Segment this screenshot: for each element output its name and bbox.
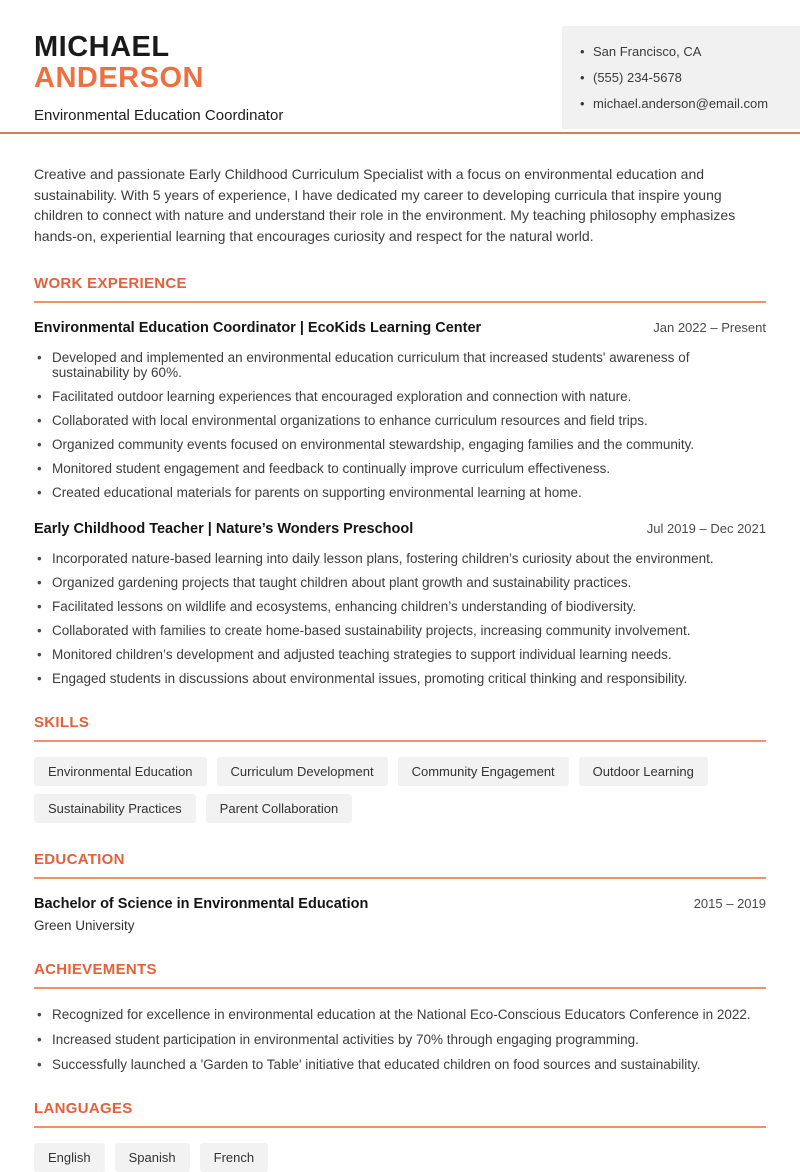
skill-chip: Environmental Education [34, 757, 207, 786]
job-bullet: • Facilitated outdoor learning experiences that encouraged exploration and connection with nature. [34, 389, 766, 404]
skill-chip: Outdoor Learning [579, 757, 708, 786]
skill-chip: Community Engagement [398, 757, 569, 786]
job-bullet: • Created educational materials for parents on supporting environmental learning at home. [34, 485, 766, 500]
language-chip: French [200, 1143, 268, 1172]
section-divider [34, 740, 766, 742]
job-bullet: • Incorporated nature-based learning into daily lesson plans, fostering children’s curiosity about the environment. [34, 551, 766, 566]
language-chip: Spanish [115, 1143, 190, 1172]
job-head [34, 521, 766, 537]
header-job-title: Environmental Education Coordinator [34, 107, 284, 125]
skills-chip-row [34, 757, 766, 823]
first-name: MICHAEL [34, 31, 170, 63]
skill-chip: Parent Collaboration [206, 794, 353, 823]
languages-heading: LANGUAGES [34, 1099, 133, 1117]
skill-chip: Curriculum Development [217, 757, 388, 786]
skill-chip: Sustainability Practices [34, 794, 196, 823]
section-skills [34, 714, 766, 823]
contact-list [580, 44, 782, 111]
section-work-experience [34, 275, 766, 686]
section-divider [34, 1126, 766, 1128]
job-bullet: • Collaborated with families to create home-based sustainability projects, increasing community involvement. [34, 623, 766, 638]
job-head [34, 320, 766, 336]
education-school: Green University [34, 917, 135, 933]
section-divider [34, 987, 766, 989]
last-name: ANDERSON [34, 61, 204, 94]
achievement-bullet: • Recognized for excellence in environmental education at the National Eco-Conscious Educators Conference in 2022. [34, 1007, 766, 1022]
languages-chip-row [34, 1143, 766, 1172]
education-head [34, 896, 766, 912]
achievements-heading: ACHIEVEMENTS [34, 960, 157, 978]
job-bullet-list [34, 350, 766, 500]
job-entry-1 [34, 320, 766, 500]
contact-box [562, 26, 800, 129]
job-title: Early Childhood Teacher | Nature’s Wonders Preschool [34, 520, 414, 537]
summary-paragraph: Creative and passionate Early Childhood Curriculum Specialist with a focus on environmental education and sustainability. With 5 years of experience, I have dedicated my career to developing curricula that inspire young children to connect with nature and understand their role in the environment. My teaching philosophy emphasizes hands-on, experiential learning that encourages curiosity and respect for the natural world. [34, 166, 736, 245]
section-divider [34, 877, 766, 879]
education-entry [34, 896, 766, 933]
job-bullet: • Organized community events focused on environmental stewardship, engaging families and the community. [34, 437, 766, 452]
job-bullet: • Monitored children’s development and adjusted teaching strategies to support individual learning needs. [34, 647, 766, 662]
contact-item: • michael.anderson@email.com [580, 96, 782, 111]
job-bullet: • Facilitated lessons on wildlife and ecosystems, enhancing children’s understanding of biodiversity. [34, 599, 766, 614]
job-dates: Jan 2022 – Present [653, 319, 766, 335]
language-chip: English [34, 1143, 105, 1172]
resume-header [0, 0, 800, 134]
job-bullet: • Developed and implemented an environmental education curriculum that increased students' awareness of sustainability by 60%. [34, 350, 766, 380]
contact-item: • (555) 234-5678 [580, 70, 782, 85]
achievement-bullet: • Increased student participation in environmental activities by 70% through engaging programming. [34, 1032, 766, 1047]
education-heading: EDUCATION [34, 850, 125, 868]
contact-item: • San Francisco, CA [580, 44, 782, 59]
achievement-bullet: • Successfully launched a 'Garden to Table' initiative that educated children on food sources and sustainability. [34, 1057, 766, 1072]
job-bullet-list [34, 551, 766, 686]
skills-heading: SKILLS [34, 713, 90, 731]
section-education [34, 851, 766, 933]
education-dates: 2015 – 2019 [693, 895, 766, 911]
section-achievements [34, 961, 766, 1072]
section-languages [34, 1100, 766, 1172]
job-bullet: • Engaged students in discussions about environmental issues, promoting critical thinking and responsibility. [34, 671, 766, 686]
job-bullet: • Collaborated with local environmental organizations to enhance curriculum resources and field trips. [34, 413, 766, 428]
section-divider [34, 301, 766, 303]
achievements-list [34, 1007, 766, 1072]
job-entry-2 [34, 521, 766, 686]
resume-body [0, 164, 800, 1172]
name-block [34, 32, 562, 124]
work-experience-heading: WORK EXPERIENCE [34, 274, 187, 292]
job-bullet: • Monitored student engagement and feedback to continually improve curriculum effectiveness. [34, 461, 766, 476]
job-title: Environmental Education Coordinator | EcoKids Learning Center [34, 319, 482, 336]
job-bullet: • Organized gardening projects that taught children about plant growth and sustainability practices. [34, 575, 766, 590]
job-dates: Jul 2019 – Dec 2021 [646, 520, 766, 536]
education-degree: Bachelor of Science in Environmental Education [34, 895, 369, 912]
